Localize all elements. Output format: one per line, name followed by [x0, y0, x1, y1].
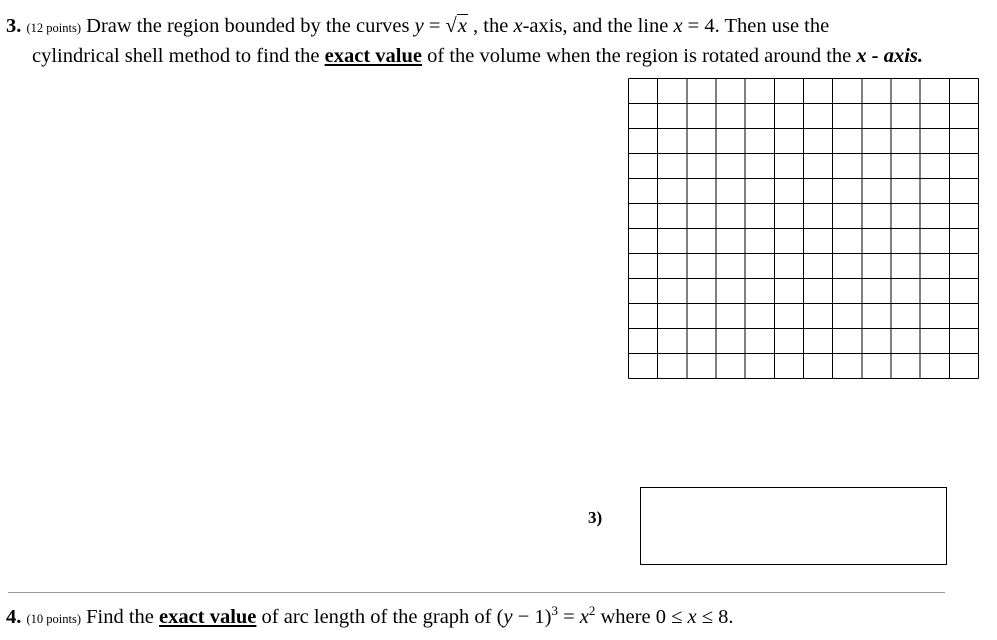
problem-3-text-c: -axis, and the line [522, 15, 674, 37]
p4-minus-one: − 1) [512, 606, 552, 628]
p4-equals: = [557, 606, 580, 628]
p4-x-var-2: x [687, 606, 697, 628]
problem-3-text-d: cylindrical shell method to find the [32, 45, 325, 67]
p4-where: where 0 ≤ [595, 606, 688, 628]
problem-4-text-a: Find the [86, 606, 160, 628]
eq-y: y [414, 15, 424, 37]
sqrt-arg: x [457, 15, 467, 37]
line-x: x [673, 15, 683, 37]
problem-3-number: 3. [6, 15, 22, 37]
problem-4-number: 4. [6, 606, 22, 628]
p4-exp-3: 3 [551, 603, 558, 619]
problem-3-exact-value: exact value [324, 45, 422, 67]
x-var: x [513, 15, 523, 37]
sqrt-expression [446, 12, 468, 40]
graph-grid [628, 78, 980, 380]
p4-exp-2: 2 [588, 603, 596, 619]
problem-3-text-a: Draw the region bounded by the curves [86, 15, 415, 37]
answer-box-3[interactable] [640, 487, 947, 565]
problem-3-line-2 [6, 42, 923, 70]
problem-4-exact-value: exact value [159, 606, 257, 628]
problem-3-text-e: of the volume when the region is rotated around the [422, 45, 857, 67]
problem-4-points: (10 points) [26, 612, 82, 626]
p4-bound: ≤ 8. [696, 606, 734, 628]
problem-3-points: (12 points) [26, 21, 82, 35]
sqrt-symbol: √ [445, 15, 457, 37]
problem-3-text-b: , the [467, 15, 514, 37]
problem-3-axis: x - axis. [856, 45, 923, 67]
problem-4-text-b: of arc length of the graph of ( [256, 606, 504, 628]
problem-3 [6, 12, 923, 70]
line-eq: = 4. Then use the [682, 15, 830, 37]
answer-label-3: 3) [588, 508, 603, 527]
section-divider [8, 592, 945, 593]
problem-4 [6, 603, 733, 633]
eq-equals: = [423, 15, 446, 37]
problem-3-line-1 [6, 12, 923, 42]
p4-x-var: x [579, 606, 589, 628]
p4-y-var: y [503, 606, 513, 628]
